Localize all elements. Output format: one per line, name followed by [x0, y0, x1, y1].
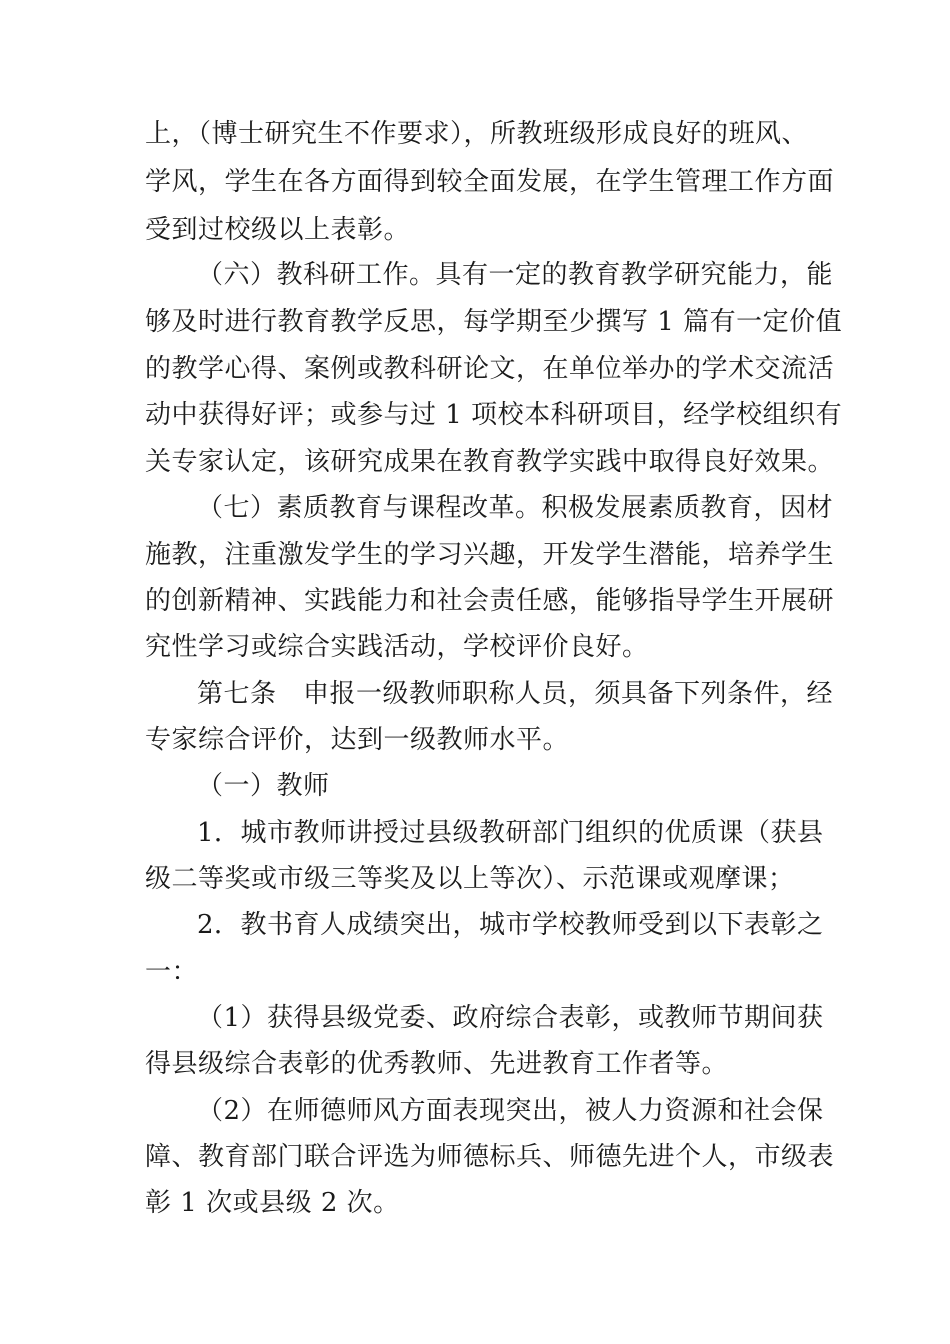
- text-line: 的创新精神、实践能力和社会责任感，能够指导学生开展研: [145, 586, 835, 616]
- text-line: 动中获得好评；或参与过 1 项校本科研项目，经学校组织有: [145, 400, 843, 430]
- sub-item-1: （1）获得县级党委、政府综合表彰，或教师节期间获: [197, 1003, 824, 1033]
- item-2: 2．教书育人成绩突出，城市学校教师受到以下表彰之: [197, 910, 824, 940]
- text-line: 够及时进行教育教学反思，每学期至少撰写 1 篇有一定价值: [145, 307, 843, 337]
- text-line: 上，（博士研究生不作要求），所教班级形成良好的班风、: [145, 119, 809, 149]
- text-line: 障、教育部门联合评选为师德标兵、师德先进个人，市级表: [145, 1142, 835, 1172]
- text-line: 的教学心得、案例或教科研论文，在单位举办的学术交流活: [145, 354, 835, 384]
- section-teacher: （一）教师: [197, 771, 330, 801]
- item-1: 1．城市教师讲授过县级教研部门组织的优质课（获县: [197, 818, 824, 848]
- article-seven: 第七条 申报一级教师职称人员，须具备下列条件，经: [197, 679, 834, 709]
- paragraph-heading-7: （七）素质教育与课程改革。积极发展素质教育，因材: [197, 493, 834, 523]
- paragraph-heading-6: （六）教科研工作。具有一定的教育教学研究能力，能: [197, 260, 834, 290]
- text-line: 究性学习或综合实践活动，学校评价良好。: [145, 632, 649, 662]
- text-line: 受到过校级以上表彰。: [145, 215, 411, 245]
- text-line: 专家综合评价，达到一级教师水平。: [145, 725, 570, 755]
- text-line: 得县级综合表彰的优秀教师、先进教育工作者等。: [145, 1049, 729, 1079]
- text-line: 一：: [145, 957, 199, 987]
- text-line: 施教，注重激发学生的学习兴趣，开发学生潜能，培养学生: [145, 540, 835, 570]
- text-line: 学风，学生在各方面得到较全面发展，在学生管理工作方面: [145, 167, 835, 197]
- text-line: 关专家认定，该研究成果在教育教学实践中取得良好效果。: [145, 447, 835, 477]
- text-line: 彰 1 次或县级 2 次。: [145, 1188, 400, 1218]
- text-line: 级二等奖或市级三等奖及以上等次）、示范课或观摩课；: [145, 864, 795, 894]
- sub-item-2: （2）在师德师风方面表现突出，被人力资源和社会保: [197, 1096, 824, 1126]
